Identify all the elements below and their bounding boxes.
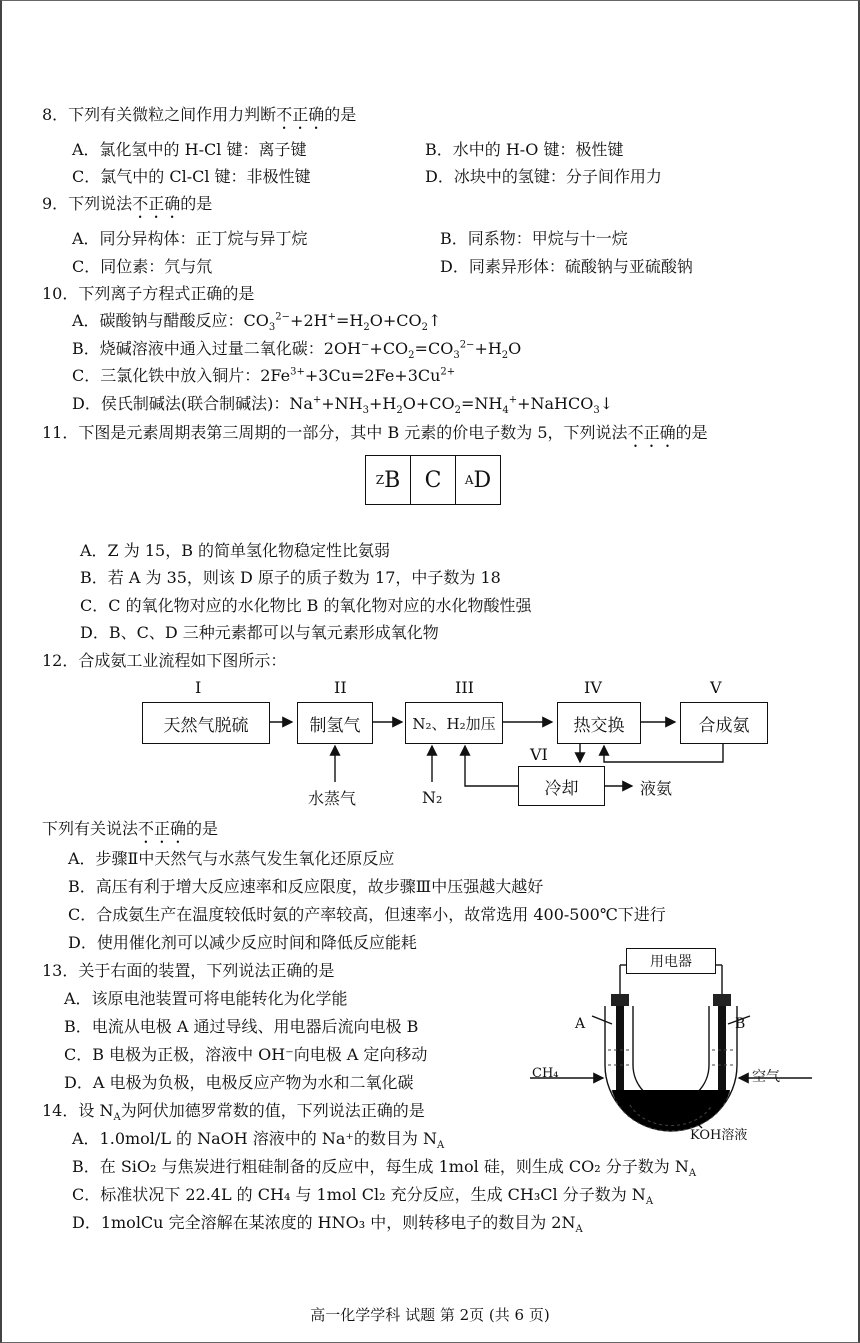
q13-option-d: D．A 电极为负极，电极反应产物为水和二氧化碳: [64, 1073, 414, 1092]
q10-option-c: C．三氯化铁中放入铜片：$2Fe^{3+}+3Cu=2Fe+3Cu^{2+}$: [72, 366, 456, 385]
q13-option-a: A．该原电池装置可将电能转化为化学能: [64, 989, 348, 1008]
q9-option-a: A．同分异构体：正丁烷与异丁烷: [72, 229, 308, 248]
q12-option-d: D．使用催化剂可以减少反应时间和降低反应能耗: [68, 933, 417, 952]
q8-stem: 8．下列有关微粒之间作用力判断不正确的是: [42, 105, 357, 124]
cell-c: C: [410, 456, 455, 504]
step-label-2: II: [334, 678, 347, 697]
q14-option-d: D．1molCu 完全溶解在某浓度的 HNO₃ 中，则转移电子的数目为 $2N_A$: [72, 1213, 583, 1236]
q9-option-b: B．同系物：甲烷与十一烷: [440, 229, 628, 248]
q14-stem: 14．设 $N_A$为阿伏加德罗常数的值，下列说法正确的是: [42, 1101, 425, 1124]
air-label: 空气: [752, 1069, 780, 1085]
step-label-5: V: [710, 678, 722, 697]
step-label-6: VI: [530, 745, 548, 764]
q12-stem: 12．合成氨工业流程如下图所示：: [42, 651, 287, 670]
step-label-3: III: [455, 678, 474, 697]
q11-option-c: C．C 的氧化物对应的水化物比 B 的氧化物对应的水化物酸性强: [80, 596, 532, 615]
q14-option-b: B．在 SiO₂ 与焦炭进行粗硅制备的反应中，每生成 1mol 硅，则生成 CO₂ 分子数为 $N_A$: [72, 1157, 697, 1180]
q11-option-d: D．B、C、D 三种元素都可以与氧元素形成氧化物: [80, 623, 439, 642]
ch4-label: CH₄: [532, 1066, 559, 1081]
q13-option-c: C．B 电极为正极，溶液中 OH⁻向电极 A 定向移动: [64, 1045, 428, 1064]
q13-option-b: B．电流从电极 A 通过导线、用电器后流向电极 B: [64, 1017, 419, 1036]
q8-option-a: A．氯化氢中的 H-Cl 键：离子键: [72, 140, 307, 159]
q8-option-b: B．水中的 H-O 键：极性键: [425, 140, 624, 159]
box-desulfurize: 天然气脱硫: [142, 702, 270, 744]
q13-stem: 13．关于右面的装置，下列说法正确的是: [42, 961, 335, 980]
q11-option-b: B．若 A 为 35，则该 D 原子的质子数为 17，中子数为 18: [80, 568, 501, 587]
q11-option-a: A．Z 为 15，B 的简单氢化物稳定性比氨弱: [80, 541, 391, 560]
q10-option-d: D．侯氏制碱法(联合制碱法)：$Na^++NH_3+H_2O+CO_2=NH_4^++NaHCO_3↓$: [72, 394, 614, 417]
device-box: 用电器: [626, 948, 716, 974]
q10-stem: 10．下列离子方程式正确的是: [42, 284, 255, 303]
q9-stem: 9．下列说法不正确的是: [42, 194, 213, 213]
koh-label: KOH溶液: [690, 1128, 748, 1143]
box-pressurize: N₂、H₂加压: [405, 702, 503, 744]
q11-stem: 11．下图是元素周期表第三周期的一部分，其中 B 元素的价电子数为 5，下列说法不正确的是: [42, 423, 708, 442]
q14-option-c: C．标准状况下 22.4L 的 CH₄ 与 1mol Cl₂ 充分反应，生成 CH₃Cl 分子数为 $N_A$: [72, 1185, 654, 1208]
q12-lead: 下列有关说法不正确的是: [42, 819, 219, 838]
q10-option-a: A．碳酸钠与醋酸反应：$CO_3^{2-}+2H^+=H_2O+CO_2↑$: [72, 311, 442, 334]
input-steam: 水蒸气: [308, 789, 357, 808]
q12-option-c: C．合成氨生产在温度较低时氨的产率较高，但速率小，故常选用 400-500℃下进行: [68, 905, 666, 924]
box-heat-exchange: 热交换: [557, 702, 641, 744]
page-footer: 高一化学学科 试题 第 2页 (共 6 页): [310, 1306, 550, 1324]
step-label-1: I: [195, 678, 202, 697]
q8-option-d: D．冰块中的氢键：分子间作用力: [425, 167, 662, 186]
q10-option-b: B．烧碱溶液中通入过量二氧化碳：$2OH^-+CO_2=CO_3^{2-}+H_2O$: [72, 339, 522, 362]
box-synthesis: 合成氨: [680, 702, 768, 744]
input-n2: N₂: [422, 788, 443, 807]
box-cooling: 冷却: [518, 766, 605, 806]
output-liquid-ammonia: 液氨: [640, 779, 673, 798]
q12-option-a: A．步骤Ⅱ中天然气与水蒸气发生氧化还原反应: [68, 849, 395, 868]
q9-option-d: D．同素异形体：硫酸钠与亚硫酸钠: [440, 257, 693, 276]
electrode-b-label: B: [735, 1016, 746, 1032]
q14-option-a: A．1.0mol/L 的 NaOH 溶液中的 Na⁺的数目为 $N_A$: [72, 1129, 445, 1152]
q12-option-b: B．高压有利于增大反应速率和反应限度，故步骤Ⅲ中压强越大越好: [68, 877, 544, 896]
box-hydrogen: 制氢气: [297, 702, 373, 744]
q9-option-c: C．同位素：氕与氘: [72, 257, 213, 276]
cell-d: A D: [455, 456, 500, 504]
electrode-a-label: A: [575, 1016, 586, 1032]
q8-option-c: C．氯气中的 Cl-Cl 键：非极性键: [72, 167, 311, 186]
cell-b: Z B: [375, 467, 401, 493]
step-label-4: IV: [584, 678, 602, 697]
